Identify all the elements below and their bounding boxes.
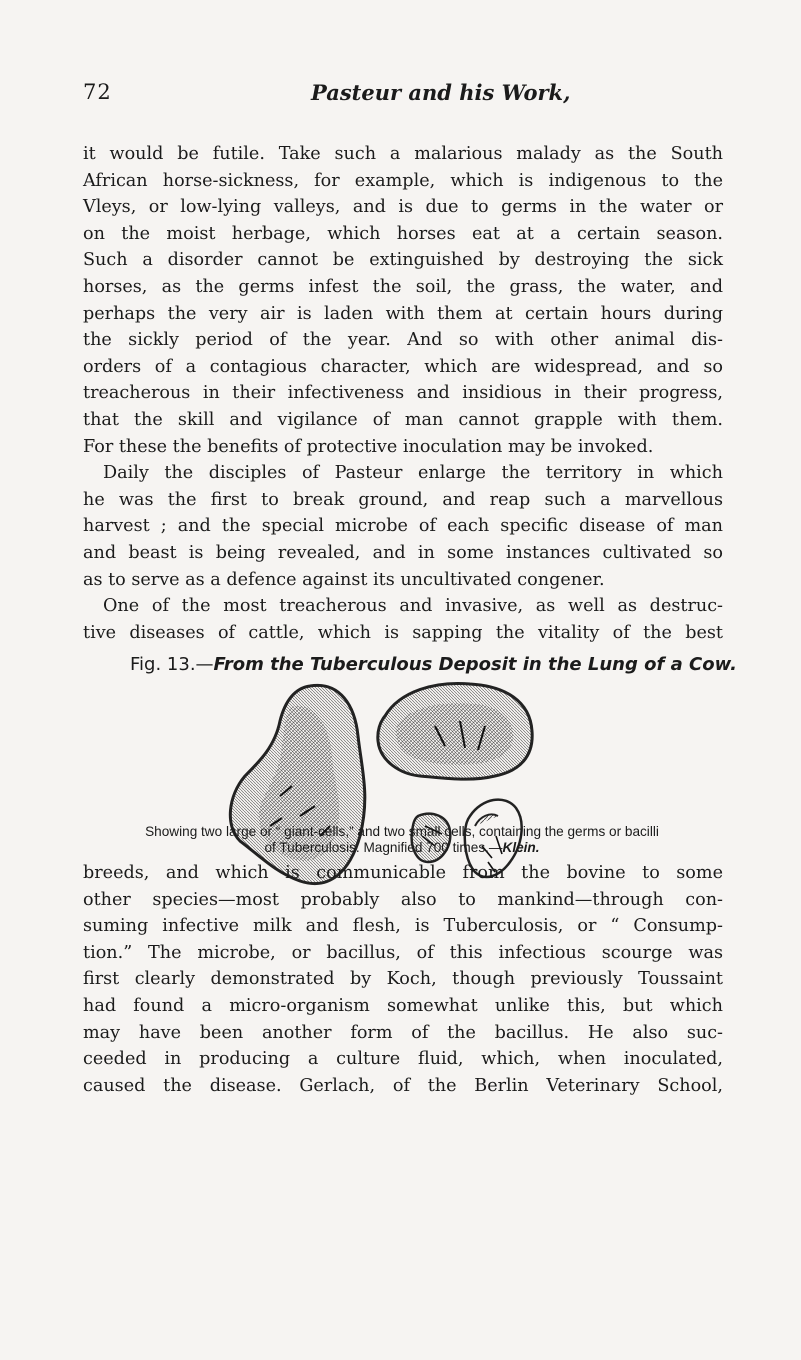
text-line: breeds, and which is communicable from the bovine to some (83, 863, 723, 883)
figure-title-text: From the Tuberculous Deposit in the Lung of a Cow. (213, 654, 737, 675)
page-header (83, 80, 723, 112)
caption-line-1: Showing two large or “ giant-cells,” and two small cells, containing the germs or bacilli (145, 824, 659, 839)
text-line: Daily the disciples of Pasteur enlarge the territory in which (103, 463, 723, 484)
giant-cell-right (378, 683, 532, 779)
caption-credit: Klein. (502, 840, 540, 855)
paragraph-1 (83, 141, 723, 646)
text-line: suming infective milk and flesh, is Tuberculosis, or “ Consump- (83, 916, 723, 937)
text-line: he was the first to break ground, and reap such a marvellous (83, 489, 723, 510)
text-line: other species—most probably also to mankind—through con- (83, 889, 723, 910)
paragraph-2 (83, 860, 723, 1099)
text-line: may have been another form of the bacillus. He also suc- (83, 1022, 723, 1043)
text-line: Such a disorder cannot be extinguished by destroying the sick (83, 250, 723, 271)
text-line: harvest ; and the special microbe of each specific disease of man (83, 516, 723, 537)
text-line: it would be futile. Take such a malarious malady as the South (83, 144, 723, 164)
text-line: the sickly period of the year. And so with other animal dis- (83, 330, 723, 351)
caption-line-2-text: of Tuberculosis. Magnified 700 times.— (264, 840, 503, 855)
figure-title (130, 654, 737, 675)
text-line: as to serve as a defence against its uncultivated congener. (83, 569, 605, 590)
text-line: caused the disease. Gerlach, of the Berlin Veterinary School, (83, 1075, 723, 1096)
text-line: first clearly demonstrated by Koch, though previously Toussaint (83, 969, 723, 990)
text-line: For these the benefits of protective inoculation may be invoked. (83, 436, 654, 457)
text-line: that the skill and vigilance of man cannot grapple with them. (83, 409, 723, 430)
text-line: African horse-sickness, for example, which is indigenous to the (83, 170, 723, 191)
figure-label: Fig. 13.— (130, 654, 214, 675)
figure-caption (92, 824, 712, 856)
text-line: perhaps the very air is laden with them at certain hours during (83, 303, 723, 324)
text-line: Vleys, or low-lying valleys, and is due to germs in the water or (83, 197, 723, 218)
text-line: tive diseases of cattle, which is sapping the vitality of the best (83, 622, 723, 643)
text-line: on the moist herbage, which horses eat at a certain season. (83, 223, 723, 244)
text-line: tion.” The microbe, or bacillus, of this infectious scourge was (83, 942, 723, 963)
text-line: horses, as the germs infest the soil, the grass, the water, and (83, 276, 723, 297)
page-number: 72 (83, 80, 112, 104)
text-line: One of the most treacherous and invasive, as well as destruc- (103, 596, 723, 617)
text-line: had found a micro-organism somewhat unlike this, but which (83, 995, 723, 1016)
text-line: treacherous in their infectiveness and insidious in their progress, (83, 383, 723, 404)
text-line: orders of a contagious character, which are widespread, and so (83, 356, 723, 377)
text-line: ceeded in producing a culture fluid, which, when inoculated, (83, 1049, 723, 1070)
running-title: Pasteur and his Work, (311, 80, 571, 105)
caption-line-2 (92, 840, 712, 856)
text-line: and beast is being revealed, and in some instances cultivated so (83, 542, 723, 563)
